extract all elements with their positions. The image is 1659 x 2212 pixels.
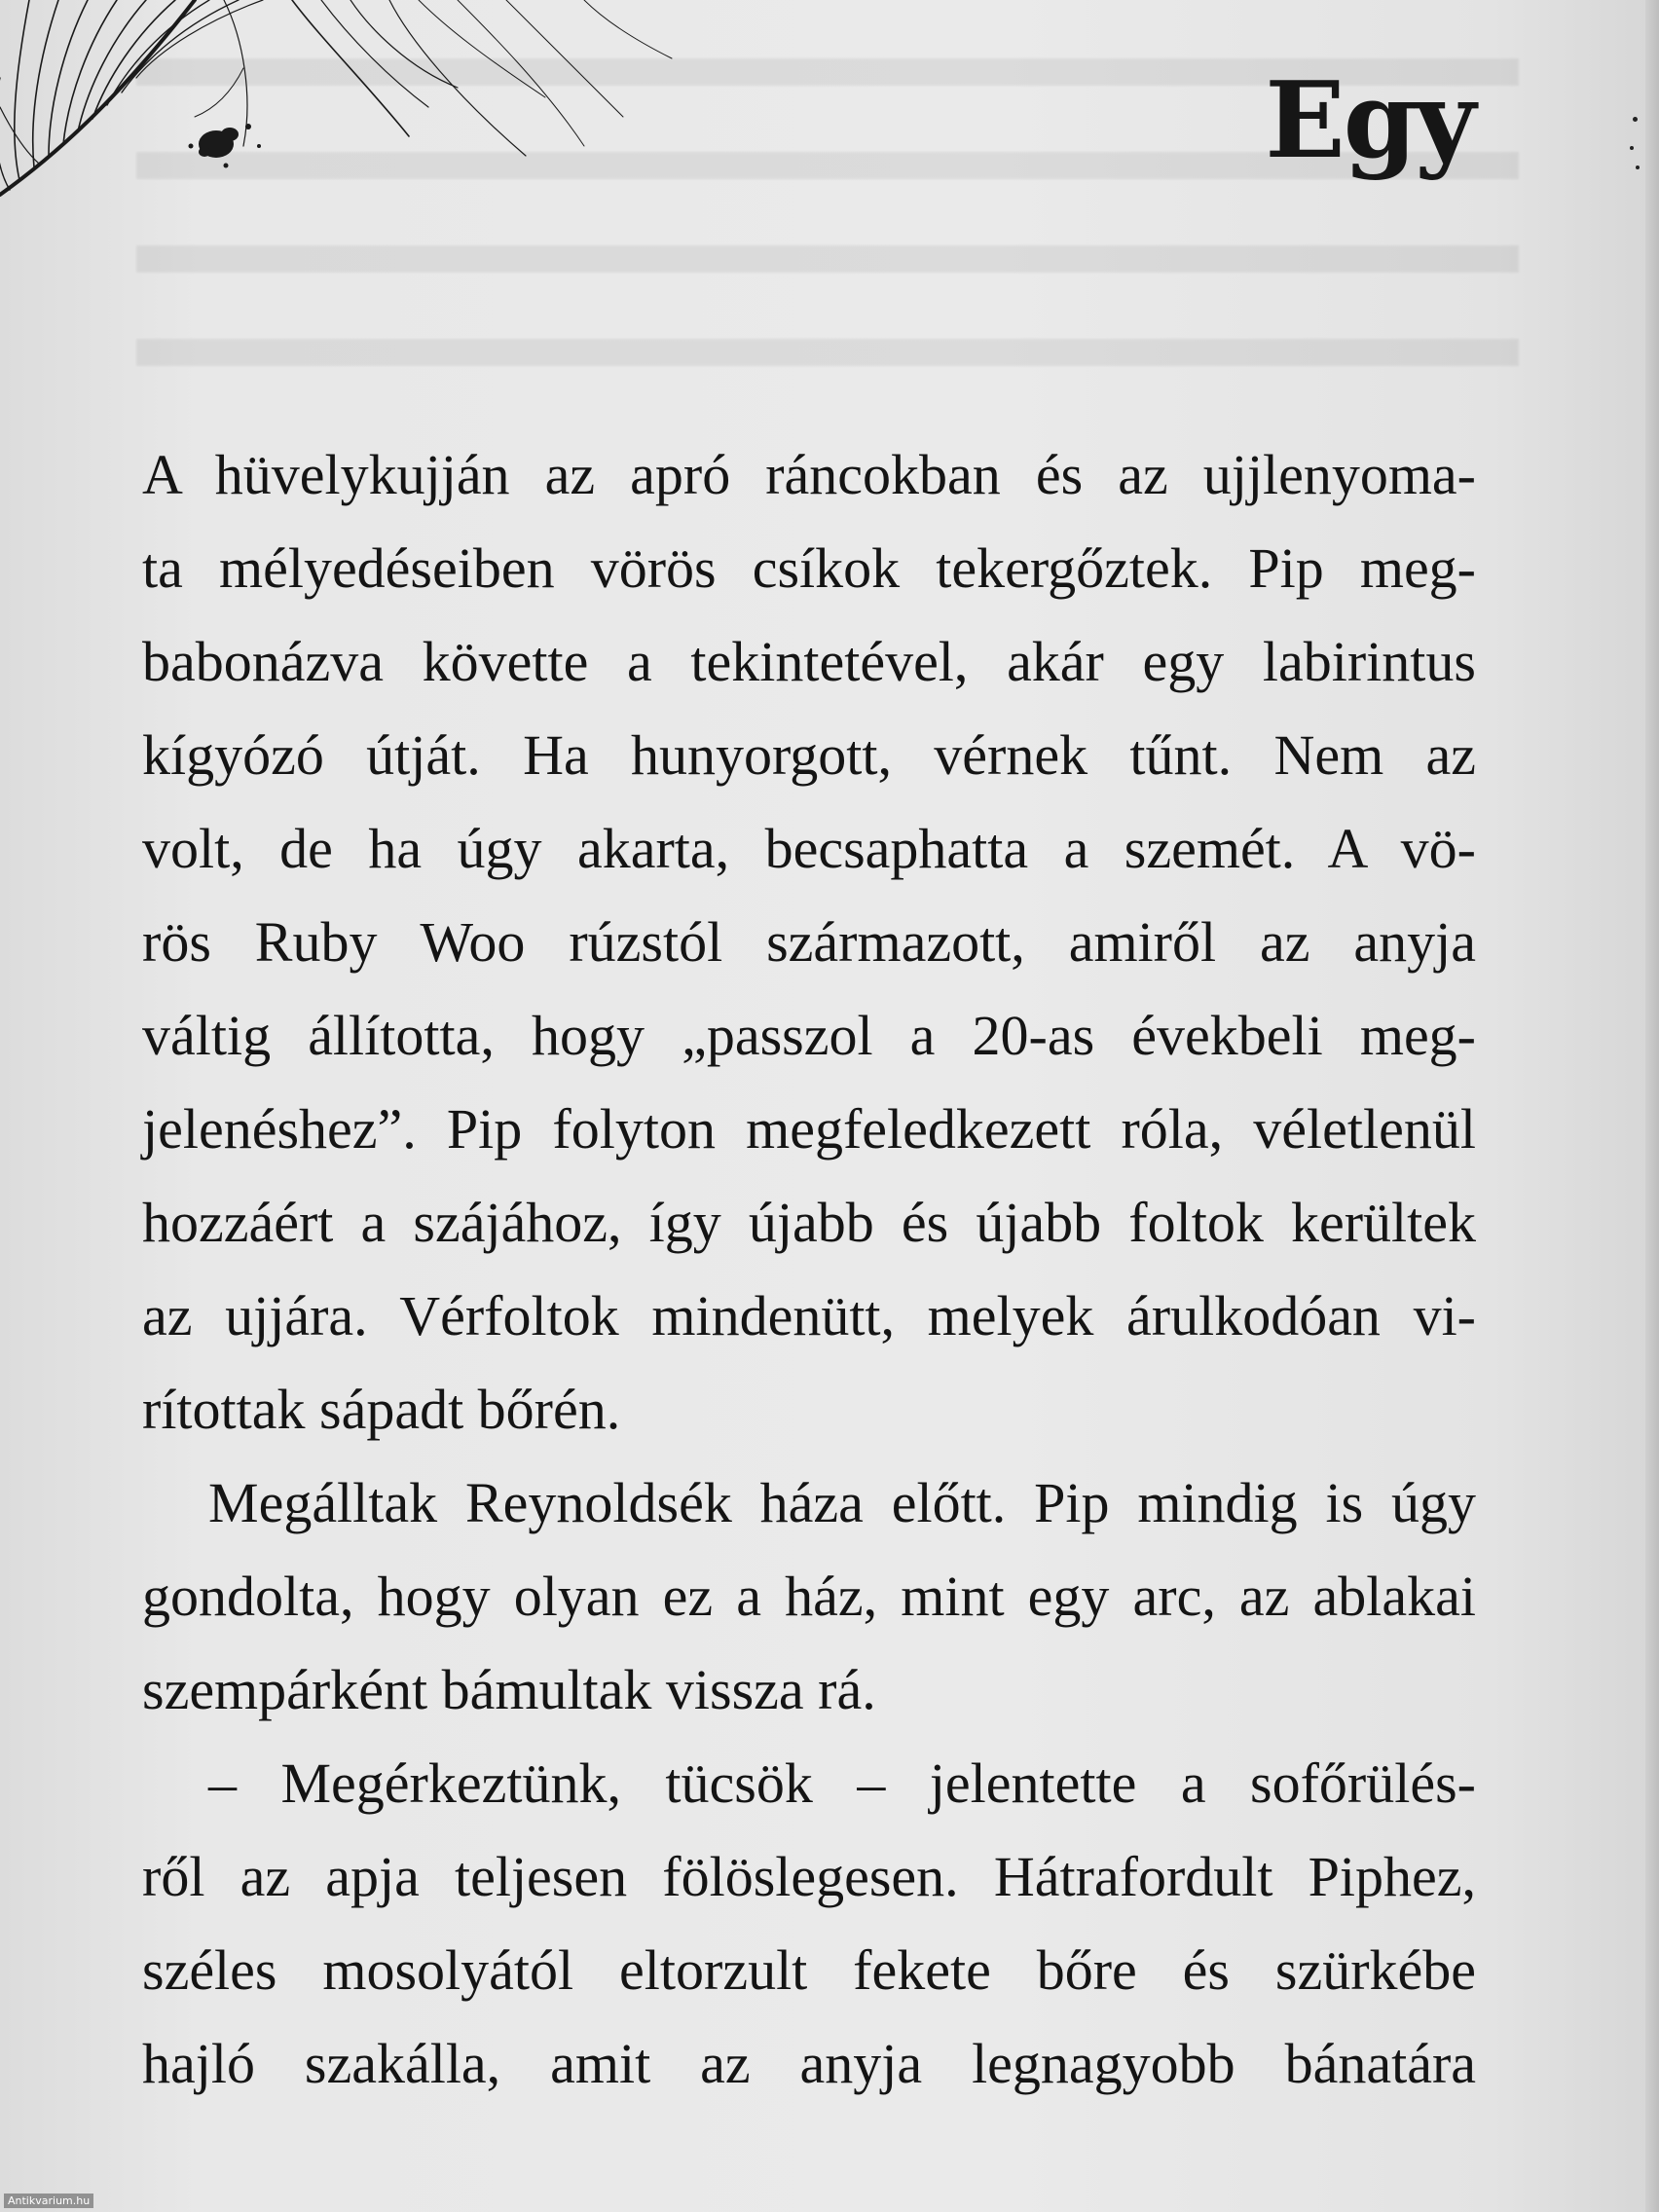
text-line: rítottak sápadt bőrén. bbox=[142, 1378, 621, 1441]
page-edge-shadow bbox=[1645, 0, 1659, 2212]
ink-speck bbox=[1636, 166, 1640, 169]
text-line: az ujjára. Vérfoltok mindenütt, melyek árulkodóan vi- bbox=[142, 1284, 1476, 1347]
text-line: hajló szakálla, amit az anyja legnagyobb bánatára bbox=[142, 2032, 1476, 2095]
paragraph bbox=[142, 1456, 1476, 1737]
ink-speck bbox=[1633, 117, 1638, 122]
text-line: A hüvelykujján az apró ráncokban és az ujjlenyoma- bbox=[142, 443, 1476, 506]
text-line: Megálltak Reynoldsék háza előtt. Pip mindig is úgy bbox=[208, 1471, 1476, 1534]
ink-speck bbox=[1630, 146, 1634, 150]
text-line: gondolta, hogy olyan ez a ház, mint egy arc, az ablakai bbox=[142, 1565, 1476, 1628]
text-line: széles mosolyától eltorzult fekete bőre és szürkébe bbox=[142, 1938, 1476, 2002]
text-line: váltig állította, hogy „passzol a 20-as évekbeli meg- bbox=[142, 1004, 1476, 1067]
text-line: – Megérkeztünk, tücsök – jelentette a sofőrülés- bbox=[208, 1751, 1476, 1815]
paragraph bbox=[142, 1737, 1476, 2111]
chapter-body bbox=[142, 428, 1476, 2111]
text-line: ről az apja teljesen fölöslegesen. Hátrafordult Piphez, bbox=[142, 1845, 1476, 1908]
watermark: Antikvarium.hu bbox=[4, 2194, 93, 2208]
text-line: jelenéshez”. Pip folyton megfeledkezett róla, véletlenül bbox=[142, 1097, 1476, 1161]
text-line: kígyózó útját. Ha hunyorgott, vérnek tűnt. Nem az bbox=[142, 723, 1476, 787]
text-line: hozzáért a szájához, így újabb és újabb foltok kerültek bbox=[142, 1191, 1476, 1254]
feather-ornament-icon bbox=[0, 0, 701, 214]
paragraph bbox=[142, 428, 1476, 1456]
text-line: volt, de ha úgy akarta, becsaphatta a szemét. A vö- bbox=[142, 817, 1476, 880]
text-line: rös Ruby Woo rúzstól származott, amiről az anyja bbox=[142, 910, 1476, 974]
text-line: szempárként bámultak vissza rá. bbox=[142, 1658, 876, 1721]
chapter-title: Egy bbox=[1265, 59, 1474, 182]
text-line: ta mélyedéseiben vörös csíkok tekergőztek. Pip meg- bbox=[142, 536, 1476, 600]
text-line: babonázva követte a tekintetével, akár egy labirintus bbox=[142, 630, 1476, 693]
